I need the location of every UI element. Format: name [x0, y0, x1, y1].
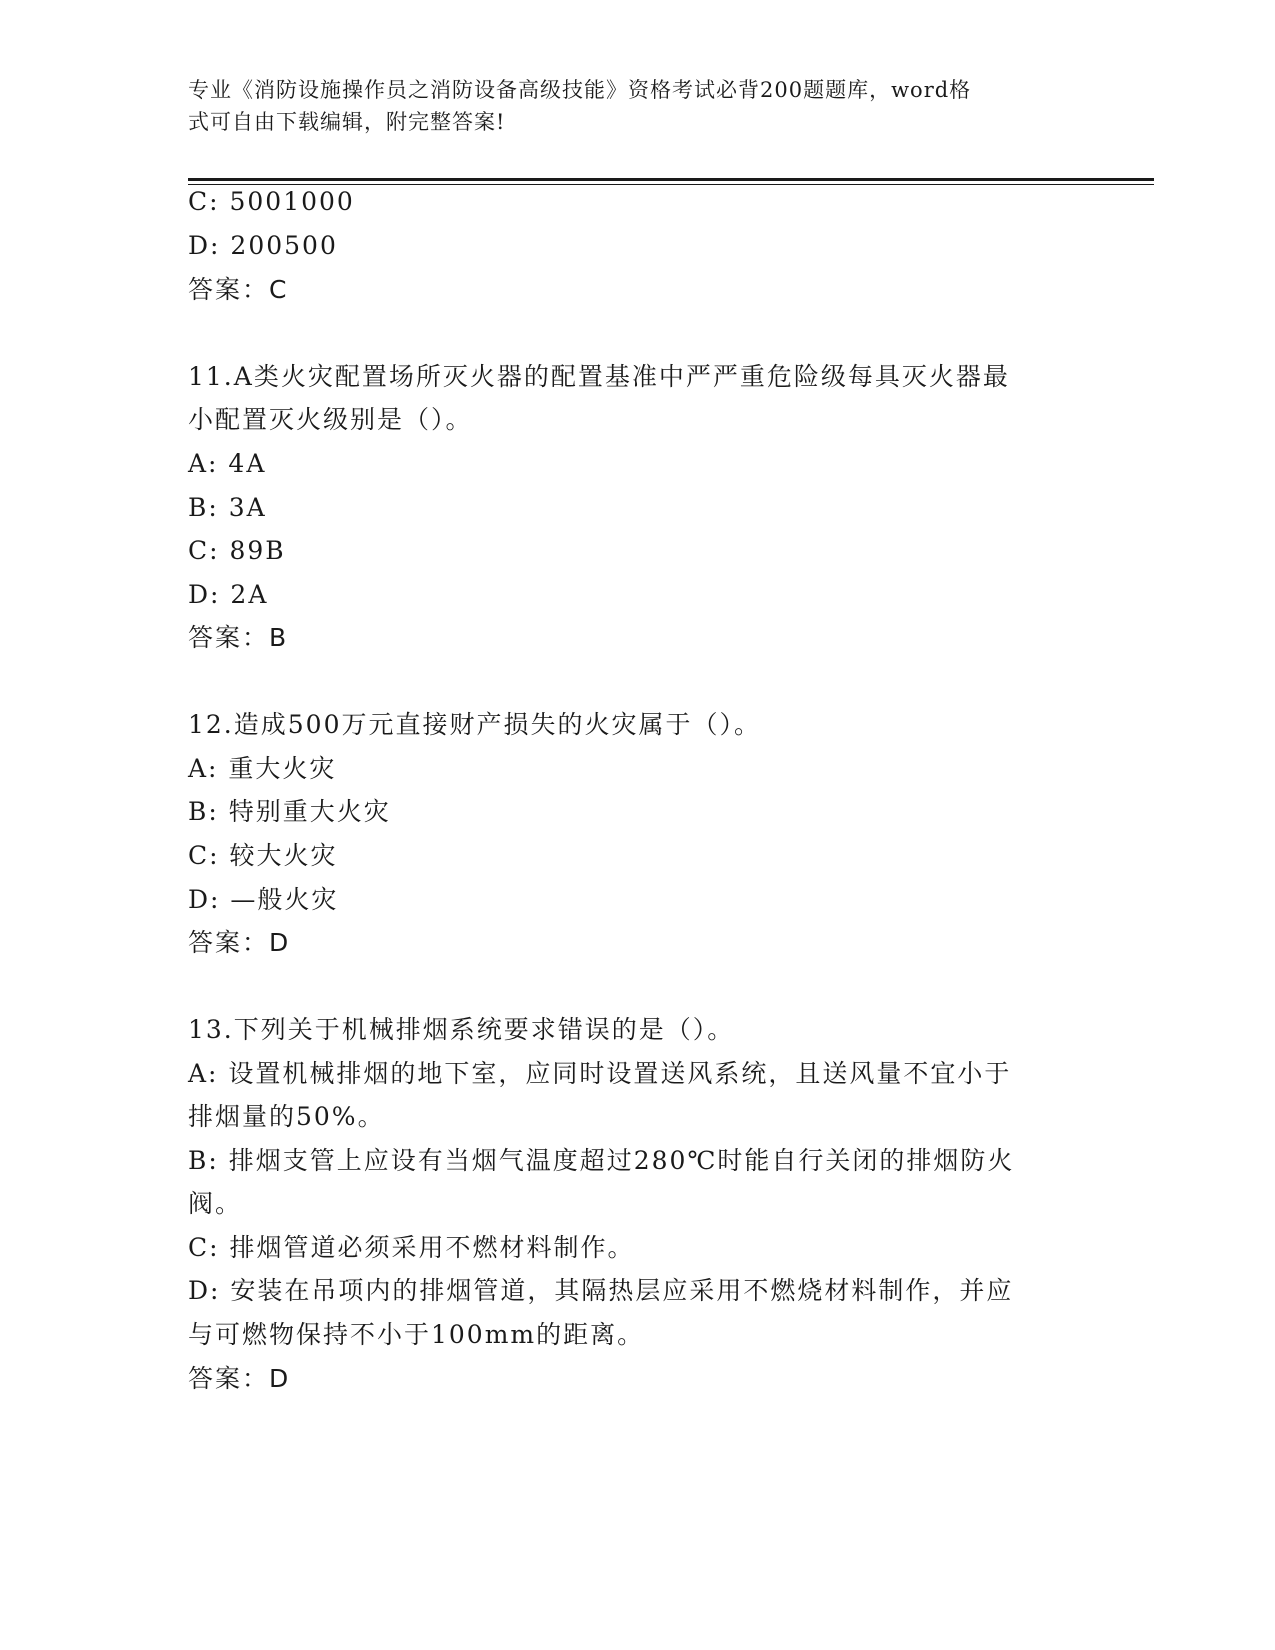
- option-b: B: 3A: [188, 493, 267, 522]
- option-c: C: 排烟管道必须采用不燃材料制作。: [188, 1233, 635, 1262]
- answer: 答案：C: [188, 275, 289, 304]
- answer: 答案：D: [188, 928, 291, 957]
- option-a: A: 4A: [188, 449, 267, 478]
- option-b-line-2: 阀。: [188, 1189, 243, 1218]
- question-text-line-2: 小配置灭火级别是（）。: [188, 405, 473, 434]
- answer: 答案：D: [188, 1364, 291, 1393]
- option-a: A: 重大火灾: [188, 754, 337, 783]
- question-text-line-1: 11.A类火灾配置场所灭火器的配置基准中严严重危险级每具灭火器最: [188, 362, 1010, 391]
- option-c: C: 89B: [188, 536, 286, 565]
- question-text-line-1: 13.下列关于机械排烟系统要求错误的是（）。: [188, 1015, 735, 1044]
- option-c: C: 较大火灾: [188, 841, 338, 870]
- option-d: D: —般火灾: [188, 885, 339, 914]
- option-b-line-1: B: 排烟支管上应设有当烟气温度超过280℃时能自行关闭的排烟防火: [188, 1146, 1015, 1175]
- option-d-line-2: 与可燃物保持不小于100mm的距离。: [188, 1320, 645, 1349]
- header-text: [188, 74, 1068, 138]
- option-a-line-2: 排烟量的50%。: [188, 1102, 385, 1131]
- header-line-1: 专业《消防设施操作员之消防设备高级技能》资格考试必背200题题库，word格: [188, 78, 972, 102]
- option-d: D: 2A: [188, 580, 269, 609]
- option-c: C: 5001000: [188, 187, 355, 216]
- question-text-line-1: 12.造成500万元直接财产损失的火灾属于（）。: [188, 710, 761, 739]
- answer: 答案：B: [188, 623, 289, 652]
- option-a-line-1: A: 设置机械排烟的地下室，应同时设置送风系统，且送风量不宜小于: [188, 1059, 1012, 1088]
- option-d: D: 200500: [188, 231, 338, 260]
- header-rule-thick: [188, 178, 1154, 181]
- option-b: B: 特别重大火灾: [188, 797, 391, 826]
- header-line-2: 式可自由下载编辑，附完整答案!: [188, 110, 506, 134]
- option-d-line-1: D: 安装在吊项内的排烟管道，其隔热层应采用不燃烧材料制作，并应: [188, 1276, 1014, 1305]
